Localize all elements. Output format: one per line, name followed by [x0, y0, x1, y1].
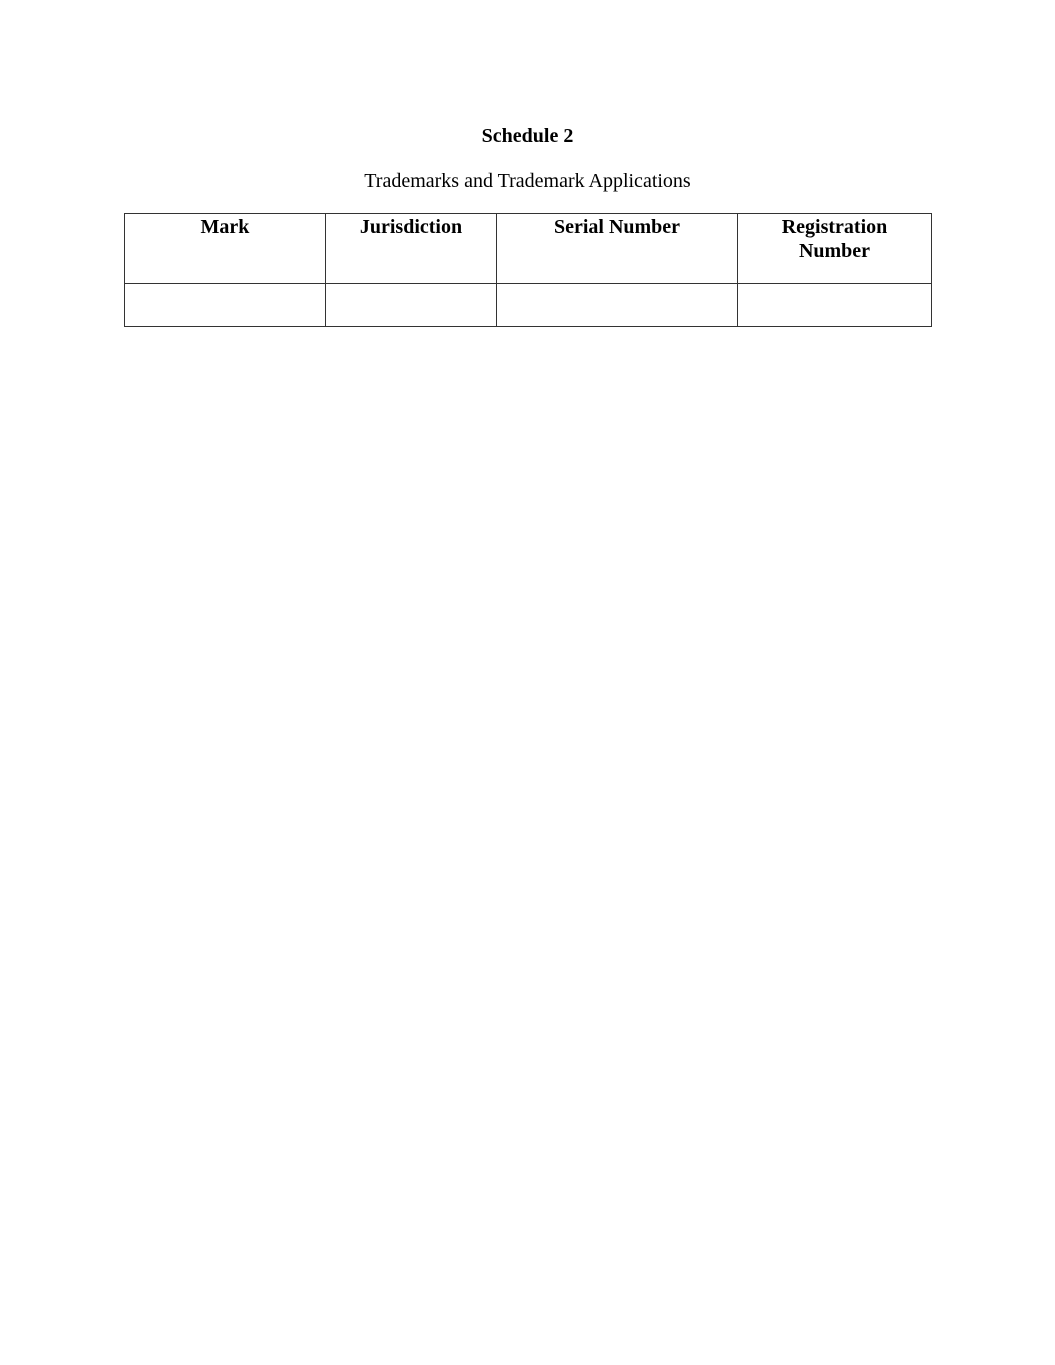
table-row [125, 284, 932, 327]
table-cell-mark [125, 284, 326, 327]
table-cell-jurisdiction [326, 284, 497, 327]
trademarks-table [124, 213, 932, 327]
schedule-title: Schedule 2 [481, 125, 574, 147]
column-header-jurisdiction [326, 214, 497, 284]
column-header-registration-number [738, 214, 932, 284]
table-cell-serial-number [497, 284, 738, 327]
table-header-row [125, 214, 932, 284]
column-header-mark [125, 214, 326, 284]
column-header-serial-number [497, 214, 738, 284]
column-header-label: Mark [200, 216, 250, 238]
table-cell-registration-number [738, 284, 932, 327]
column-header-label: Serial Number [553, 216, 681, 238]
column-header-label: Jurisdiction [359, 216, 463, 238]
schedule-subtitle: Trademarks and Trademark Applications [364, 170, 691, 192]
column-header-label: Registration Number [781, 216, 888, 262]
